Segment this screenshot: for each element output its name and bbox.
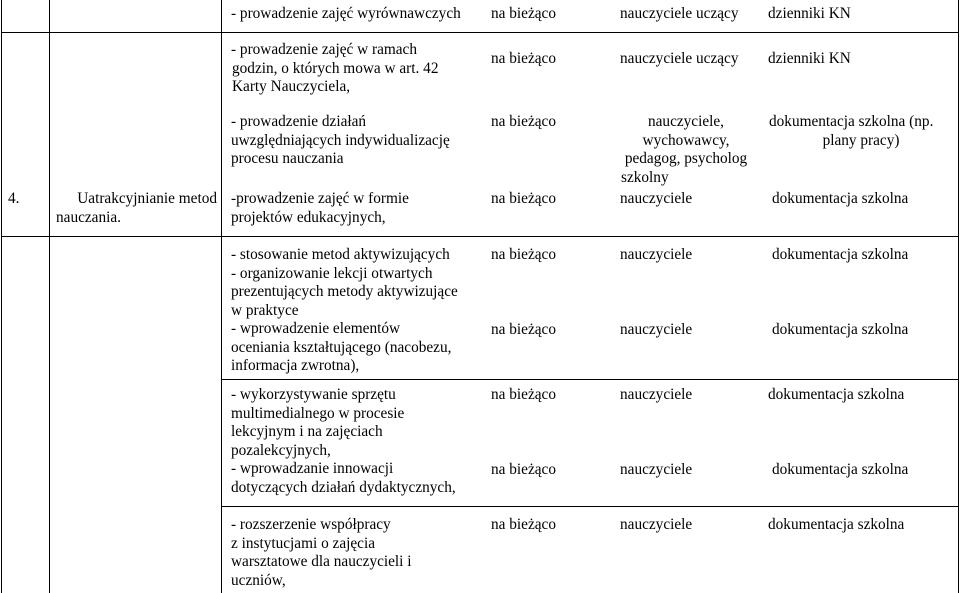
section-title-line: Uatrakcyjnianie metod <box>77 190 217 207</box>
text-line: - wprowadzanie innowacji <box>231 460 394 477</box>
documentation-cell: dokumentacja szkolna <box>772 246 909 263</box>
documentation-cell: dokumentacja szkolna <box>768 516 905 533</box>
term-cell: na bieżąco <box>491 5 556 22</box>
responsible-cell: nauczyciele <box>620 386 693 403</box>
text-line: nauczyciele, <box>647 113 724 130</box>
responsible-cell: nauczyciele <box>620 516 693 533</box>
activity-cell <box>231 246 481 376</box>
responsible-cell: nauczyciele uczący <box>620 5 739 22</box>
text-line: - wykorzystywanie sprzętu <box>231 386 396 403</box>
term-cell: na bieżąco <box>491 321 556 338</box>
text-line: lekcyjnym i na zajęciach <box>231 423 383 440</box>
text-line: dotyczących działań dydaktycznych, <box>231 478 456 496</box>
text-line: informacja zwrotna), <box>231 357 360 374</box>
text-line: pozalekcyjnych, <box>231 441 331 459</box>
term-cell: na bieżąco <box>491 386 556 403</box>
text-line: - organizowanie lekcji otwartych <box>231 264 433 282</box>
responsible-cell: nauczyciele <box>620 461 693 478</box>
text-line: - stosowanie metod aktywizujących <box>231 246 450 263</box>
text-line: dokumentacja szkolna (np. <box>769 113 934 130</box>
text-line: -prowadzenie zajęć w formie <box>231 190 409 207</box>
activity-cell <box>231 516 481 590</box>
grid-row-divider-2 <box>1 236 959 237</box>
grid-left-border <box>1 0 2 593</box>
text-line: warsztatowe dla nauczycieli i <box>231 553 412 570</box>
documentation-cell: dokumentacja szkolna <box>772 321 909 338</box>
section-title <box>55 190 217 227</box>
documentation-cell: dokumentacja szkolna <box>772 461 909 478</box>
documentation-cell: dokumentacja szkolna <box>768 386 905 403</box>
responsible-cell: nauczyciele uczący <box>620 50 739 67</box>
term-cell: na bieżąco <box>491 246 556 263</box>
text-line: uczniów, <box>231 571 286 589</box>
term-cell: na bieżąco <box>491 190 556 207</box>
grid-col-divider-2 <box>221 0 222 593</box>
text-line: Karty Nauczyciela, <box>232 78 351 95</box>
responsible-cell: nauczyciele <box>620 246 693 263</box>
documentation-cell: dokumentacja szkolna <box>772 190 909 207</box>
text-line: plany pracy) <box>822 131 900 149</box>
activity-cell <box>231 41 481 97</box>
text-line: - wprowadzenie elementów <box>231 320 401 337</box>
text-line: w praktyce <box>231 301 299 319</box>
responsible-cell: nauczyciele <box>620 321 693 338</box>
responsible-cell: nauczyciele <box>620 190 693 207</box>
section-title-line: nauczania. <box>56 208 121 226</box>
text-line: wychowawcy, <box>642 131 730 149</box>
text-line: z instytucjami o zajęcia <box>231 534 375 552</box>
text-line: - prowadzenie działań <box>231 113 367 130</box>
term-cell: na bieżąco <box>491 516 556 533</box>
documentation-cell: dzienniki KN <box>768 50 851 67</box>
text-line: - rozszerzenie współpracy <box>231 516 391 533</box>
term-cell: na bieżąco <box>491 461 556 478</box>
text-line: godzin, o których mowa w art. 42 <box>232 59 439 77</box>
text-line: prezentujących metody aktywizujące <box>231 283 458 300</box>
activity-cell <box>231 113 481 169</box>
term-cell: na bieżąco <box>491 113 556 130</box>
term-cell: na bieżąco <box>491 50 556 67</box>
text-line: oceniania kształtującego (nacobezu, <box>231 338 452 356</box>
text-line: - prowadzenie zajęć w ramach <box>231 41 417 58</box>
grid-row-divider-3 <box>221 379 959 380</box>
text-line: szkolny <box>621 168 669 186</box>
documentation-cell: dzienniki KN <box>768 5 851 22</box>
responsible-cell <box>606 113 766 187</box>
text-line: uwzględniających indywidualizację <box>231 131 450 149</box>
grid-col-divider-1 <box>49 0 50 593</box>
activity-cell <box>231 190 481 227</box>
grid-right-border <box>958 0 959 593</box>
activity-cell: - prowadzenie zajęć wyrównawczych <box>231 5 461 22</box>
activity-cell <box>231 386 481 497</box>
grid-row-divider-1 <box>1 32 959 33</box>
text-line: pedagog, psycholog <box>624 150 748 167</box>
text-line: projektów edukacyjnych, <box>231 208 386 226</box>
grid-row-divider-4 <box>221 506 959 507</box>
text-line: procesu nauczania <box>231 150 344 167</box>
documentation-cell <box>764 113 958 150</box>
text-line: multimedialnego w procesie <box>231 404 405 422</box>
section-number: 4. <box>8 190 20 207</box>
